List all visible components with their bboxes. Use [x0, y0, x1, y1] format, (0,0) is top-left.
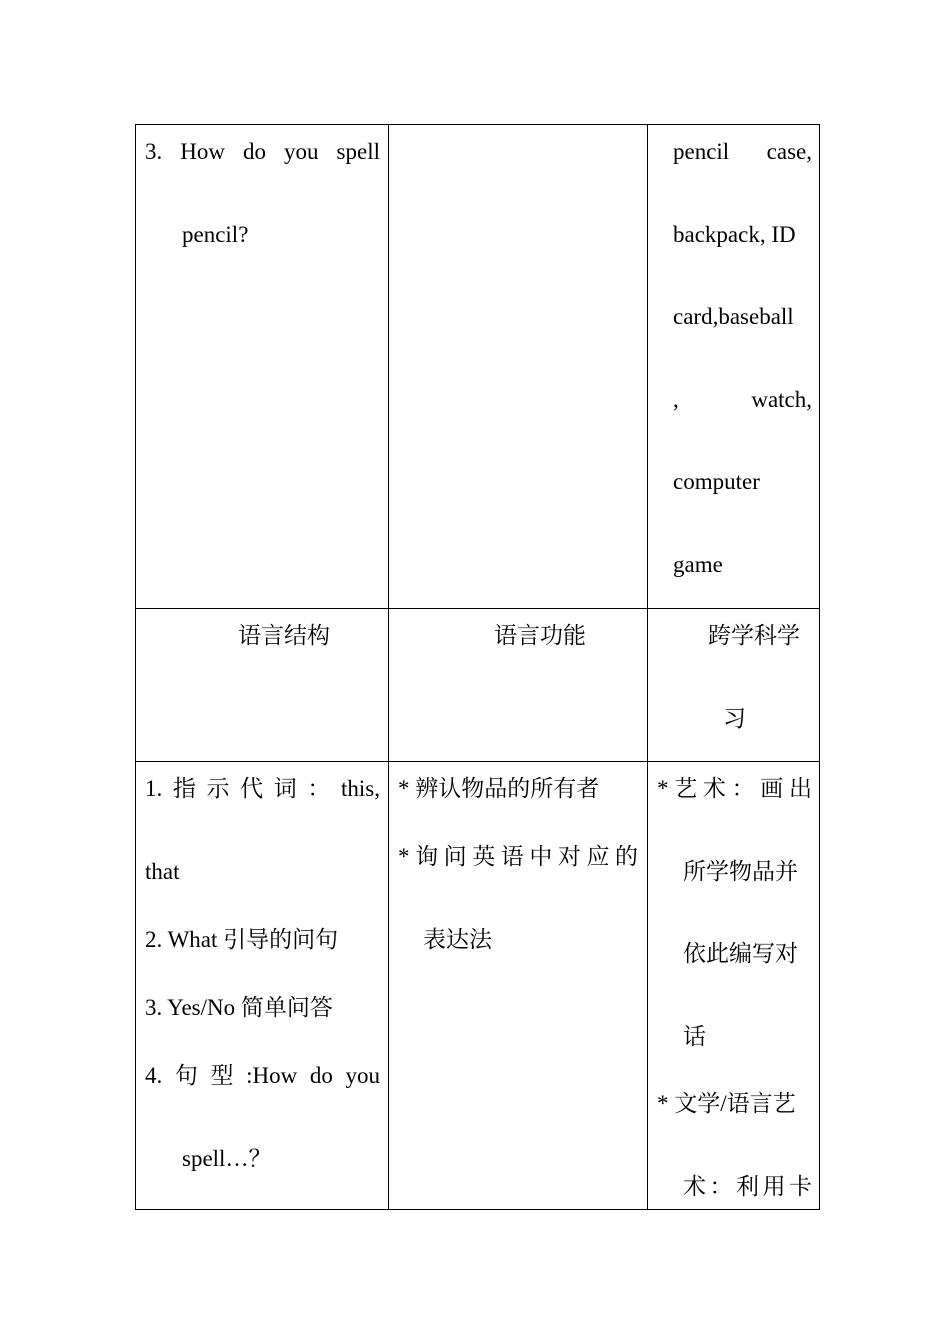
- text-fragment: How: [180, 139, 225, 164]
- justified-line: [683, 1172, 812, 1202]
- text-fragment: 词: [273, 776, 297, 801]
- cell-line: spell…？: [182, 1146, 272, 1171]
- cell-line: computer: [673, 469, 760, 494]
- header-language-structure: 语言结构: [238, 623, 330, 648]
- text-fragment: 问: [443, 844, 467, 869]
- cell-line: game: [673, 552, 723, 577]
- table-header-cell: [648, 609, 820, 762]
- cell-line: card,baseball: [673, 304, 794, 329]
- cell-line: * 辨认物品的所有者: [398, 776, 600, 801]
- justified-line: [673, 137, 812, 167]
- text-fragment: *: [398, 844, 410, 869]
- cell-line: pencil?: [182, 222, 249, 247]
- text-fragment: 指: [172, 776, 196, 801]
- table-cell: [389, 762, 648, 1210]
- text-fragment: 出: [788, 776, 812, 801]
- text-fragment: 句: [174, 1063, 198, 1088]
- cell-line: backpack, ID: [673, 222, 796, 247]
- cell-line: * 文学/语言艺: [657, 1091, 796, 1116]
- header-language-function: 语言功能: [494, 623, 586, 648]
- text-fragment: you: [284, 139, 319, 164]
- text-fragment: ,: [673, 387, 679, 412]
- text-fragment: 型: [210, 1063, 234, 1088]
- text-fragment: 应: [586, 844, 610, 869]
- text-fragment: 英: [472, 844, 496, 869]
- table-row: [136, 762, 820, 1210]
- cell-line: [145, 1061, 380, 1091]
- text-fragment: 询: [415, 844, 439, 869]
- justified-line: [673, 385, 812, 415]
- text-fragment: :How: [246, 1063, 298, 1088]
- cell-line: [145, 137, 380, 167]
- cell-line: [673, 385, 812, 415]
- cell-line: 所学物品并: [683, 859, 798, 884]
- justified-line: [145, 774, 380, 804]
- text-fragment: spell: [336, 139, 380, 164]
- text-fragment: watch,: [751, 387, 812, 412]
- header-cross-curricular: 跨学科学: [708, 623, 800, 648]
- text-fragment: do: [309, 1063, 333, 1088]
- text-fragment: do: [243, 139, 267, 164]
- table-cell: [136, 762, 389, 1210]
- text-fragment: 画: [760, 776, 784, 801]
- text-fragment: ：: [307, 776, 331, 801]
- cell-line: 话: [683, 1024, 706, 1049]
- cell-line: 依此编写对: [683, 941, 798, 966]
- text-fragment: 利: [736, 1174, 759, 1199]
- table-cell: [389, 125, 648, 609]
- curriculum-table: [135, 124, 820, 1210]
- table-cell: [648, 762, 820, 1210]
- table-cell: [136, 125, 389, 609]
- text-fragment: 中: [529, 844, 553, 869]
- table-header-cell: [136, 609, 389, 762]
- text-fragment: 示: [206, 776, 230, 801]
- text-fragment: 4.: [145, 1063, 163, 1088]
- text-fragment: 语: [500, 844, 524, 869]
- table-row: [136, 125, 820, 609]
- text-fragment: 代: [240, 776, 264, 801]
- text-fragment: ：: [731, 776, 755, 801]
- text-fragment: *: [657, 776, 669, 801]
- text-fragment: 1.: [145, 776, 163, 801]
- text-fragment: 艺: [674, 776, 698, 801]
- cell-line: [398, 842, 638, 872]
- text-fragment: 用: [762, 1174, 786, 1199]
- text-fragment: pencil: [673, 139, 730, 164]
- justified-line: [398, 842, 638, 872]
- cell-line: 3. Yes/No 简单问答: [145, 995, 333, 1020]
- cell-line: [145, 774, 380, 804]
- cell-line: [657, 774, 812, 804]
- text-fragment: 术: [683, 1174, 706, 1199]
- header-cross-curricular-cont: 习: [723, 706, 746, 731]
- text-fragment: you: [345, 1063, 380, 1088]
- text-fragment: this,: [341, 776, 380, 801]
- cell-line: 2. What 引导的问句: [145, 927, 339, 952]
- justified-line: [657, 774, 812, 804]
- text-fragment: 的: [615, 844, 638, 869]
- text-fragment: 3.: [145, 139, 163, 164]
- cell-line: [683, 1172, 812, 1202]
- text-fragment: ：: [709, 1174, 733, 1199]
- justified-line: [145, 1061, 380, 1091]
- table-cell: [648, 125, 820, 609]
- table-header-row: [136, 609, 820, 762]
- cell-line: [673, 137, 812, 167]
- cell-line: that: [145, 859, 180, 884]
- text-fragment: 卡: [789, 1174, 812, 1199]
- text-fragment: case,: [766, 139, 812, 164]
- cell-line: 表达法: [423, 927, 492, 952]
- table-header-cell: [389, 609, 648, 762]
- text-fragment: 对: [557, 844, 581, 869]
- text-fragment: 术: [702, 776, 726, 801]
